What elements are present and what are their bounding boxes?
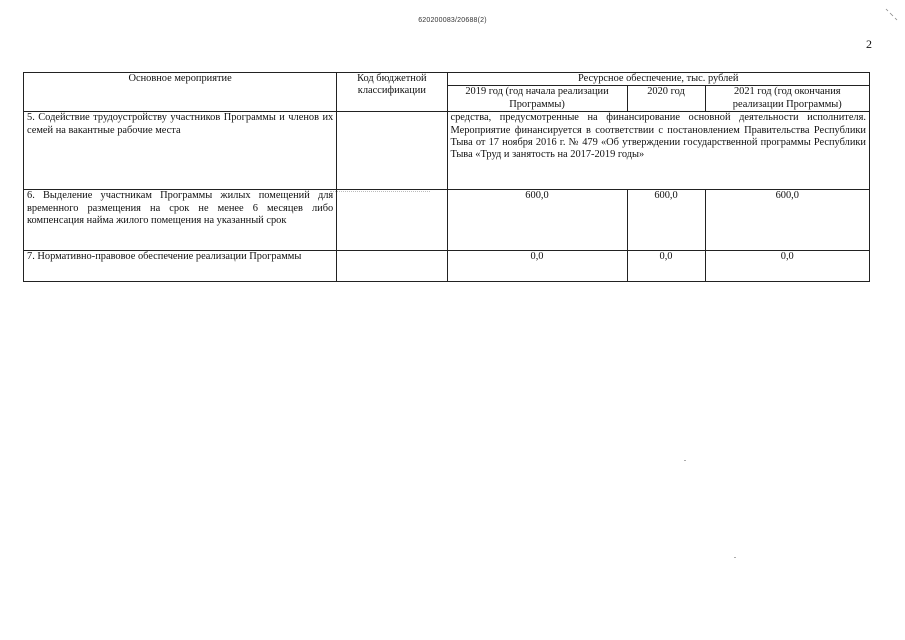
- corner-mark: [884, 6, 900, 22]
- resource-table: [23, 72, 870, 282]
- row-6-2019: 600,0: [447, 190, 627, 251]
- row-6-measure: 6. Выделение участникам Программы жилых помещений для временного размещения на срок не менее 6 месяцев либо компенсация найма жилого помещения на указанный срок: [24, 190, 337, 251]
- row-7-measure: 7. Нормативно-правовое обеспечение реализации Программы: [24, 251, 337, 282]
- header-measure: Основное мероприятие: [24, 73, 337, 112]
- row-6-2021: 600,0: [705, 190, 869, 251]
- scan-speck: [684, 460, 686, 461]
- page-number: 2: [866, 37, 872, 51]
- row-5-budget-code: [337, 112, 447, 190]
- table-row: [24, 190, 870, 251]
- row-7-budget-code: [337, 251, 447, 282]
- header-budget-code: Код бюджетной классификации: [337, 73, 447, 112]
- row-5-measure: 5. Содействие трудоустройству участников Программы и членов их семей на вакантные рабочие места: [24, 112, 337, 190]
- header-resources: Ресурсное обеспечение, тыс. рублей: [447, 73, 870, 86]
- row-7-2021: 0,0: [705, 251, 869, 282]
- row-6-2020: 600,0: [627, 190, 705, 251]
- table-row: [24, 251, 870, 282]
- header-row-1: [24, 73, 870, 86]
- header-2021: 2021 год (год окончания реализации Программы): [705, 86, 869, 112]
- row-7-2020: 0,0: [627, 251, 705, 282]
- document-id: 620200083/20688(2): [418, 17, 487, 24]
- row-5-funding-note: средства, предусмотренные на финансирование основной деятельности исполнителя. Мероприятие финансируется в соответствии с постановлением Правительства Республики Тыва от 17 ноября 2016 г. № 479 «Об утверждении государственной программы Республики Тыва «Труд и занятость на 2017-2019 годы»: [447, 112, 870, 190]
- row-6-budget-code: [337, 190, 447, 251]
- scan-artifact-dots: [330, 191, 430, 193]
- table-row: [24, 112, 870, 190]
- scan-speck: [734, 557, 736, 558]
- row-7-2019: 0,0: [447, 251, 627, 282]
- header-2020: 2020 год: [627, 86, 705, 112]
- header-2019: 2019 год (год начала реализации Программы): [447, 86, 627, 112]
